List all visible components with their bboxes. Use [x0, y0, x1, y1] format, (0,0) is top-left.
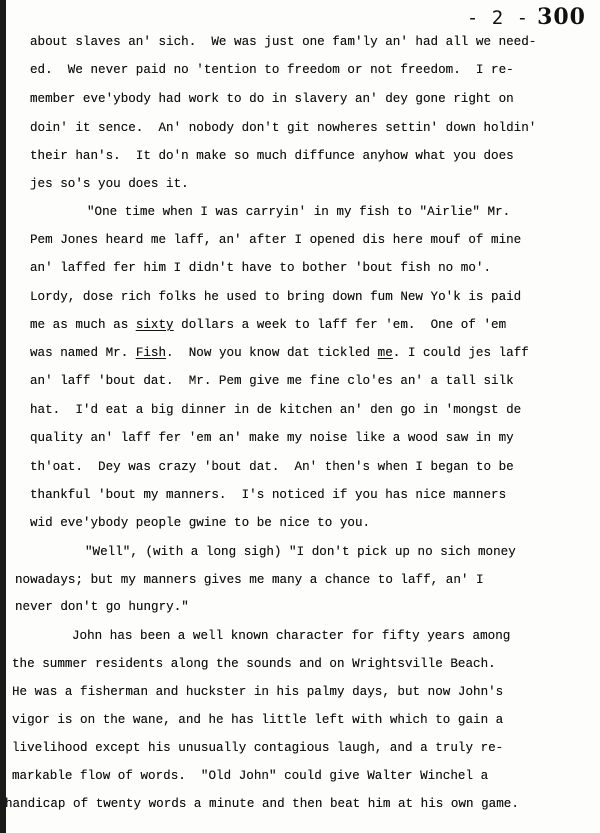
page-number	[467, 4, 586, 30]
text-segment: dollars a week to laff fer 'em. One of 'em	[173, 318, 507, 332]
text-line: vigor is on the wane, and he has little left with which to gain a	[12, 713, 504, 727]
text-line: an' laffed fer him I didn't have to bother 'bout fish no mo'.	[30, 261, 492, 275]
text-line: He was a fisherman and huckster in his palmy days, but now John's	[12, 685, 504, 699]
text-line: doin' it sence. An' nobody don't git nowheres settin' down holdin'	[30, 121, 537, 135]
text-line	[30, 347, 529, 360]
text-line: John has been a well known character for fifty years among	[72, 629, 511, 643]
text-line: th'oat. Dey was crazy 'bout dat. An' then's when I began to be	[30, 460, 514, 474]
text-line: the summer residents along the sounds and on Wrightsville Beach.	[12, 657, 496, 671]
text-line: thankful 'bout my manners. I's noticed if you has nice manners	[30, 488, 507, 502]
text-line: "One time when I was carryin' in my fish to "Airlie" Mr.	[87, 205, 511, 219]
text-segment: . Now you know dat tickled	[166, 346, 378, 360]
underlined-word: Fish	[135, 346, 167, 360]
text-line: ed. We never paid no 'tention to freedom or not freedom. I re-	[30, 63, 514, 77]
text-line: jes so's you does it.	[30, 177, 189, 191]
page-number-value: 300	[537, 4, 586, 30]
text-line: about slaves an' sich. We was just one fam'ly an' had all we need-	[30, 35, 537, 49]
underlined-word: me	[377, 346, 393, 360]
text-line: their han's. It do'n make so much diffunce anyhow what you does	[30, 149, 514, 163]
text-line: Pem Jones heard me laff, an' after I opened dis here mouf of mine	[30, 233, 522, 247]
text-line: wid eve'ybody people gwine to be nice to you.	[30, 516, 371, 530]
page-number-prefix: - 2 -	[466, 7, 530, 29]
text-line	[30, 291, 521, 304]
text-line: markable flow of words. "Old John" could give Walter Winchel a	[12, 769, 489, 783]
text-line: member eve'ybody had work to do in slavery an' dey gone right on	[30, 92, 514, 106]
text-segment: . I could jes laff	[392, 346, 529, 360]
underlined-word: sixty	[135, 318, 174, 332]
text-line: quality an' laff fer 'em an' make my noise like a wood saw in my	[30, 431, 514, 445]
text-line: "Well", (with a long sigh) "I don't pick up no sich money	[85, 545, 516, 559]
text-line: livelihood except his unusually contagious laugh, and a truly re-	[12, 741, 504, 755]
text-line: nowadays; but my manners gives me many a chance to laff, an' I	[15, 573, 484, 587]
text-segment: was named Mr.	[30, 346, 136, 360]
text-line: handicap of twenty words a minute and then beat him at his own game.	[5, 797, 519, 811]
text-line: hat. I'd eat a big dinner in de kitchen an' den go in 'mongst de	[30, 403, 522, 417]
text-line: never don't go hungry."	[15, 600, 189, 614]
text-line	[30, 319, 506, 332]
text-segment: Lordy, dose rich folks he used to bring down fum New Yo'k is paid	[30, 290, 522, 304]
scan-edge-shadow	[0, 0, 6, 833]
text-line: an' laff 'bout dat. Mr. Pem give me fine clo'es an' a tall silk	[30, 374, 514, 388]
text-segment: me as much as	[30, 318, 136, 332]
